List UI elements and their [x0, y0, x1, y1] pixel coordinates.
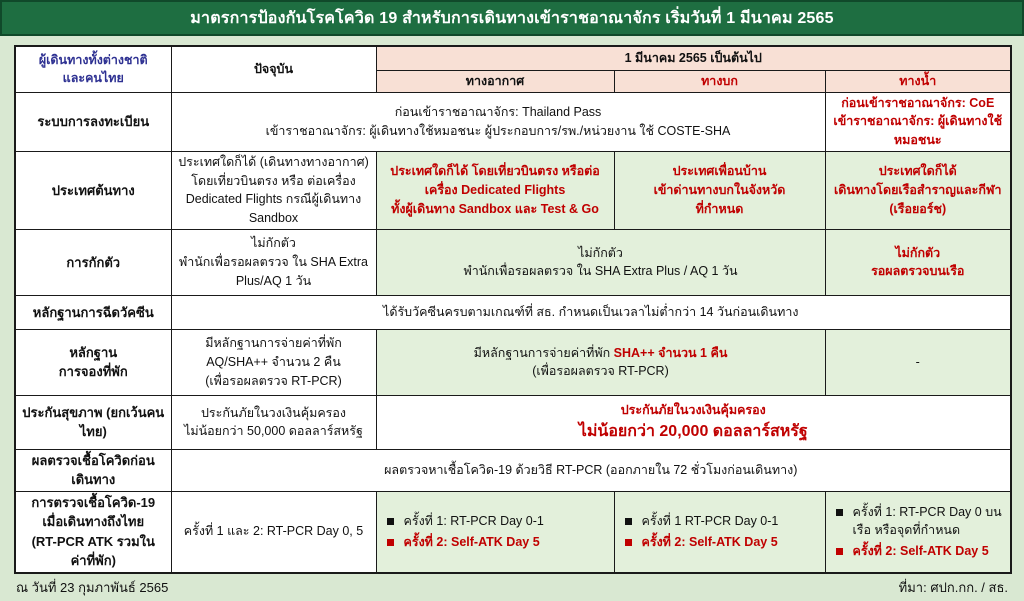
bullet-square-icon: [625, 518, 632, 525]
bullet-square-icon: [625, 539, 632, 546]
row-hotel: [15, 329, 1011, 395]
registration-main-line2: เข้าราชอาณาจักร: ผู้เดินทางใช้หมอชนะ ผู้ประกอบการ/รพ./หน่วยงาน ใช้ COSTE-SHA: [265, 123, 731, 138]
origin-land-line2: เข้าด่านทางบกในจังหวัด: [653, 182, 786, 197]
arrival-label: [15, 491, 171, 573]
hotel-label: [15, 329, 171, 395]
quarantine-current-line2: พำนักเพื่อรอผลตรวจ ใน SHA Extra Plus/AQ 1 วัน: [178, 254, 369, 288]
header-travelers-line2: และคนไทย: [62, 71, 124, 86]
arrival-land-item1-text: ครั้งที่ 1 RT-PCR Day 0-1: [641, 514, 779, 528]
hotel-current-line3: (เพื่อรอผลตรวจ RT-PCR): [205, 373, 342, 388]
title-bar: [0, 0, 1024, 36]
row-quarantine: [15, 229, 1011, 295]
arrival-sea-item1: [830, 503, 1007, 541]
registration-sea-line2: เข้าราชอาณาจักร: ผู้เดินทางใช้หมอชนะ: [833, 114, 1003, 147]
footer-date: ณ วันที่ 23 กุมภาพันธ์ 2565: [16, 579, 169, 595]
origin-sea-line2: เดินทางโดยเรือสำราญและกีฬา (เรือยอร์ช): [833, 182, 1002, 216]
hotel-airland-prefix: มีหลักฐานการจ่ายค่าที่พัก: [473, 345, 614, 360]
hotel-current-line1: มีหลักฐานการจ่ายค่าที่พัก: [205, 336, 342, 351]
insurance-merged-line2: ไม่น้อยกว่า 20,000 ดอลลาร์สหรัฐ: [578, 422, 808, 440]
registration-main-line1: ก่อนเข้าราชอาณาจักร: Thailand Pass: [394, 104, 602, 119]
arrival-land-item2: [619, 533, 821, 552]
header-current: ปัจจุบัน: [171, 46, 376, 92]
arrival-sea-cell: [825, 491, 1011, 573]
row-arrival-test: [15, 491, 1011, 573]
hotel-sea-cell: -: [825, 329, 1011, 395]
arrival-sea-item1-text: ครั้งที่ 1: RT-PCR Day 0 บนเรือ หรือจุดที่กำหนด: [852, 504, 1002, 538]
registration-main-cell: [171, 92, 825, 151]
origin-air-cell: [376, 151, 614, 229]
header-land: ทางบก: [614, 70, 825, 92]
header-sea: ทางน้ำ: [825, 70, 1011, 92]
arrival-sea-item2: [830, 542, 1007, 561]
footer: [0, 574, 1024, 601]
pretest-all-cell: ผลตรวจหาเชื้อโควิด-19 ด้วยวิธี RT-PCR (ออกภายใน 72 ชั่วโมงก่อนเดินทาง): [171, 449, 1011, 491]
insurance-merged-cell: [376, 395, 1011, 449]
pretest-label-line1: ผลตรวจเชื้อโควิดก่อน: [31, 452, 155, 468]
origin-sea-line1: ประเทศใดก็ได้: [878, 164, 957, 179]
registration-sea-line1: ก่อนเข้าราชอาณาจักร: CoE: [841, 95, 995, 110]
row-pretest: [15, 449, 1011, 491]
arrival-land-item1: [619, 512, 821, 531]
bullet-square-icon: [387, 539, 394, 546]
arrival-land-item2-text: ครั้งที่ 2: Self-ATK Day 5: [641, 534, 778, 549]
insurance-current-line1: ประกันภัยในวงเงินคุ้มครอง: [200, 405, 347, 420]
vaccine-label: หลักฐานการฉีดวัคซีน: [15, 295, 171, 329]
header-effective-date: 1 มีนาคม 2565 เป็นต้นไป: [376, 46, 1011, 70]
quarantine-airland-line1: ไม่กักตัว: [578, 245, 623, 260]
quarantine-sea-cell: [825, 229, 1011, 295]
hotel-airland-line2: (เพื่อรอผลตรวจ RT-PCR): [532, 364, 669, 379]
quarantine-airland-line2: พำนักเพื่อรอผลตรวจ ใน SHA Extra Plus / AQ 1 วัน: [463, 264, 738, 279]
origin-sea-cell: [825, 151, 1011, 229]
header-travelers-line1: ผู้เดินทางทั้งต่างชาติ: [38, 52, 148, 67]
covid-measures-table: [14, 45, 1012, 574]
insurance-current-cell: [171, 395, 376, 449]
arrival-label-line3: (RT-PCR ATK รวมในค่าที่พัก): [31, 533, 155, 569]
arrival-label-line1: การตรวจเชื้อโควิด-19: [31, 494, 156, 510]
row-origin: [15, 151, 1011, 229]
arrival-label-line2: เมื่อเดินทางถึงไทย: [42, 514, 145, 530]
origin-land-line1: ประเทศเพื่อนบ้าน: [672, 164, 767, 179]
arrival-air-item1: [381, 512, 610, 531]
arrival-air-item2-text: ครั้งที่ 2: Self-ATK Day 5: [403, 534, 540, 549]
vaccine-all-cell: ได้รับวัคซีนครบตามเกณฑ์ที่ สธ. กำหนดเป็นเวลาไม่ต่ำกว่า 14 วันก่อนเดินทาง: [171, 295, 1011, 329]
hotel-current-line2: AQ/SHA++ จำนวน 2 คืน: [206, 354, 341, 369]
page-title: มาตรการป้องกันโรคโควิด 19 สำหรับการเดินทางเข้าราชอาณาจักร เริ่มวันที่ 1 มีนาคม 2565: [190, 9, 834, 27]
origin-label: ประเทศต้นทาง: [15, 151, 171, 229]
quarantine-current-line1: ไม่กักตัว: [251, 236, 296, 251]
quarantine-current-cell: [171, 229, 376, 295]
bullet-square-icon: [836, 548, 843, 555]
arrival-current-cell: ครั้งที่ 1 และ 2: RT-PCR Day 0, 5: [171, 491, 376, 573]
insurance-current-line2: ไม่น้อยกว่า 50,000 ดอลลาร์สหรัฐ: [184, 424, 363, 439]
hotel-label-line1: หลักฐาน: [69, 344, 118, 360]
origin-air-line1: ประเทศใดก็ได้ โดยเที่ยวบินตรง หรือต่อ: [390, 164, 600, 179]
insurance-merged-line1: ประกันภัยในวงเงินคุ้มครอง: [620, 402, 766, 417]
header-travelers: [15, 46, 171, 92]
origin-land-line3: ที่กำหนด: [695, 201, 744, 216]
footer-source: ที่มา: ศปก.กก. / สธ.: [898, 579, 1008, 595]
origin-land-cell: [614, 151, 825, 229]
arrival-air-cell: [376, 491, 614, 573]
arrival-air-item2: [381, 533, 610, 552]
hotel-airland-line1: [382, 344, 820, 363]
registration-label: ระบบการลงทะเบียน: [15, 92, 171, 151]
origin-air-line2: เครื่อง Dedicated Flights: [424, 182, 566, 197]
hotel-current-cell: [171, 329, 376, 395]
pretest-label: [15, 449, 171, 491]
quarantine-label: การกักตัว: [15, 229, 171, 295]
pretest-label-line2: เดินทาง: [71, 472, 116, 488]
row-vaccine: [15, 295, 1011, 329]
quarantine-sea-line2: รอผลตรวจบนเรือ: [871, 264, 965, 279]
quarantine-sea-line1: ไม่กักตัว: [895, 245, 941, 260]
bullet-square-icon: [836, 509, 843, 516]
arrival-land-cell: [614, 491, 825, 573]
origin-air-line3: ทั้งผู้เดินทาง Sandbox และ Test & Go: [391, 201, 599, 216]
row-registration: [15, 92, 1011, 151]
hotel-airland-highlight: SHA++ จำนวน 1 คืน: [613, 345, 728, 360]
row-insurance: [15, 395, 1011, 449]
quarantine-airland-cell: [376, 229, 825, 295]
origin-current-cell: ประเทศใดก็ได้ (เดินทางทางอากาศ) โดยเที่ยวบินตรง หรือ ต่อเครื่อง Dedicated Flights กรณีผู้เดินทาง Sandbox: [171, 151, 376, 229]
registration-sea-cell: [825, 92, 1011, 151]
hotel-airland-cell: [376, 329, 825, 395]
bullet-square-icon: [387, 518, 394, 525]
insurance-label: ประกันสุขภาพ (ยกเว้นคนไทย): [15, 395, 171, 449]
header-row-1: [15, 46, 1011, 70]
arrival-air-item1-text: ครั้งที่ 1: RT-PCR Day 0-1: [403, 514, 544, 528]
header-air: ทางอากาศ: [376, 70, 614, 92]
hotel-label-line2: การจองที่พัก: [58, 364, 128, 380]
arrival-sea-item2-text: ครั้งที่ 2: Self-ATK Day 5: [852, 544, 989, 559]
